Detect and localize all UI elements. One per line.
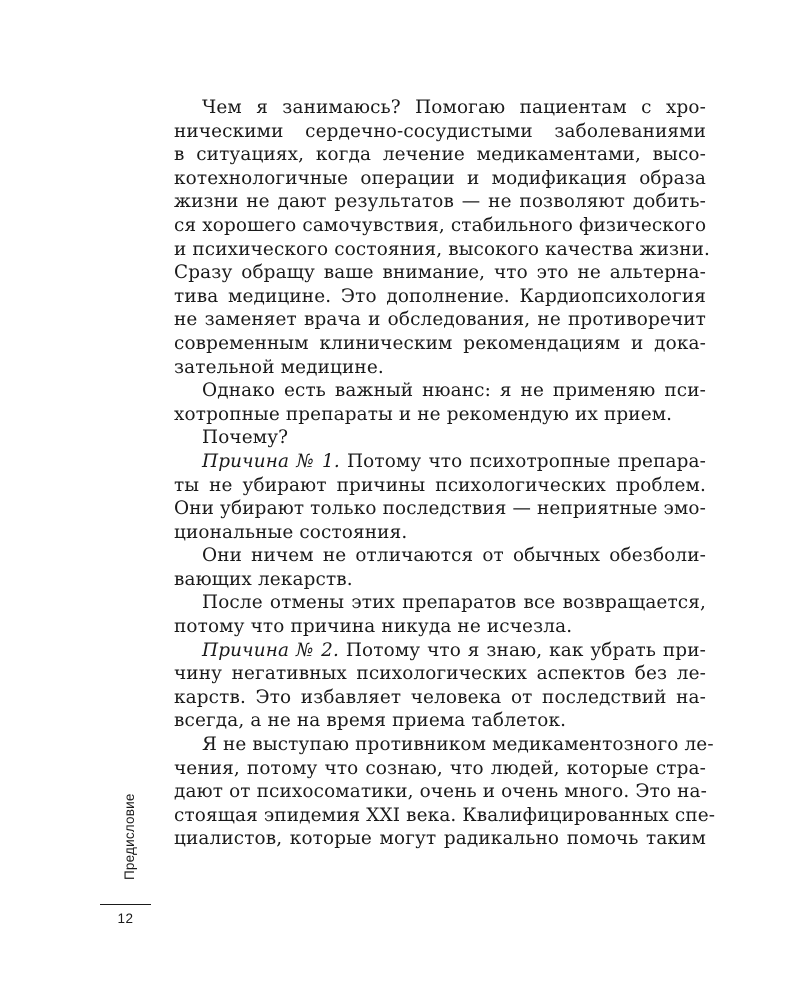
line-text: современным клиническим рекомендациям и дока- bbox=[174, 332, 706, 354]
text-line bbox=[174, 190, 706, 214]
text-line bbox=[174, 261, 706, 285]
text-line bbox=[174, 662, 706, 686]
line-text: котехнологичные операции и модификация образа bbox=[174, 167, 706, 189]
line-text: циональные состояния. bbox=[174, 521, 408, 543]
italic-lead: Причина № 1. bbox=[202, 450, 340, 472]
folio-rule bbox=[100, 904, 151, 905]
line-text: После отмены этих препаратов все возвращается, bbox=[202, 592, 706, 614]
text-line bbox=[174, 332, 706, 356]
line-text: чину негативных психологических аспектов без ле- bbox=[174, 663, 706, 685]
text-line bbox=[174, 238, 711, 262]
text-line bbox=[174, 450, 706, 474]
text-line bbox=[174, 521, 706, 545]
page-number: 12 bbox=[117, 911, 134, 926]
line-text: карств. Это избавляет человека от последствий на- bbox=[174, 686, 706, 708]
text-line bbox=[174, 379, 706, 403]
text-line bbox=[174, 544, 706, 568]
body-text bbox=[174, 96, 716, 851]
text-line bbox=[174, 356, 706, 380]
text-line bbox=[174, 497, 706, 521]
line-text: тива медицине. Это дополнение. Кардиопсихология bbox=[174, 285, 706, 307]
line-text: чения, потому что сознаю, что людей, которые стра- bbox=[174, 757, 706, 779]
text-line bbox=[174, 804, 716, 828]
line-text: Потому что я знаю, как убрать при- bbox=[339, 639, 706, 661]
italic-lead: Причина № 2. bbox=[202, 639, 340, 661]
line-text: Я не выступаю противником медикаментозного ле- bbox=[202, 734, 714, 756]
line-text: и психического состояния, высокого качества жизни. bbox=[174, 238, 711, 260]
line-text: Чем я занимаюсь? Помогаю пациентам с хро- bbox=[202, 97, 706, 118]
text-line bbox=[174, 780, 706, 804]
line-text: не заменяет врача и обследования, не противоречит bbox=[174, 309, 706, 331]
text-line bbox=[174, 615, 706, 639]
line-text: зательной медицине. bbox=[174, 356, 384, 378]
line-text: дают от психосоматики, очень и очень много. Это на- bbox=[174, 781, 708, 803]
text-line bbox=[174, 568, 706, 592]
text-line bbox=[174, 757, 706, 781]
line-text: Сразу обращу ваше внимание, что это не альтерна- bbox=[174, 262, 706, 284]
line-text: Почему? bbox=[202, 427, 289, 449]
text-line bbox=[174, 639, 706, 663]
text-line bbox=[174, 143, 706, 167]
line-text: циалистов, которые могут радикально помочь таким bbox=[174, 828, 706, 850]
line-text: Потому что психотропные препара- bbox=[339, 450, 706, 472]
line-text: ты не убирают причины психологических проблем. bbox=[174, 474, 706, 496]
line-text: Они убирают только последствия — неприятные эмо- bbox=[174, 498, 706, 520]
text-line bbox=[174, 709, 706, 733]
line-text: стоящая эпидемия XXI века. Квалифицированных спе- bbox=[174, 804, 716, 826]
running-head: Предисловие bbox=[122, 793, 137, 880]
line-text: потому что причина никуда не исчезла. bbox=[174, 616, 573, 638]
line-text: вающих лекарств. bbox=[174, 568, 353, 590]
text-line bbox=[174, 426, 706, 450]
line-text: жизни не дают результатов — не позволяют добить- bbox=[174, 191, 706, 213]
text-line bbox=[174, 403, 706, 427]
text-line bbox=[174, 285, 706, 309]
line-text: хотропные препараты и не рекомендую их прием. bbox=[174, 403, 673, 425]
text-line bbox=[174, 591, 706, 615]
line-text: ся хорошего самочувствия, стабильного физического bbox=[174, 214, 707, 236]
text-line bbox=[174, 120, 706, 144]
text-line bbox=[174, 214, 706, 238]
line-text: Они ничем не отличаются от обычных обезболи- bbox=[202, 545, 706, 567]
text-line bbox=[174, 96, 706, 120]
line-text: Однако есть важный нюанс: я не применяю пси- bbox=[202, 380, 706, 402]
text-line bbox=[174, 827, 706, 851]
line-text: всегда, а не на время приема таблеток. bbox=[174, 710, 567, 732]
text-line bbox=[174, 167, 706, 191]
text-line bbox=[174, 733, 714, 757]
text-line bbox=[174, 308, 706, 332]
text-line bbox=[174, 474, 706, 498]
line-text: в ситуациях, когда лечение медикаментами, высо- bbox=[174, 144, 706, 166]
line-text: ническими сердечно-сосудистыми заболеваниями bbox=[174, 120, 706, 142]
text-line bbox=[174, 686, 706, 710]
